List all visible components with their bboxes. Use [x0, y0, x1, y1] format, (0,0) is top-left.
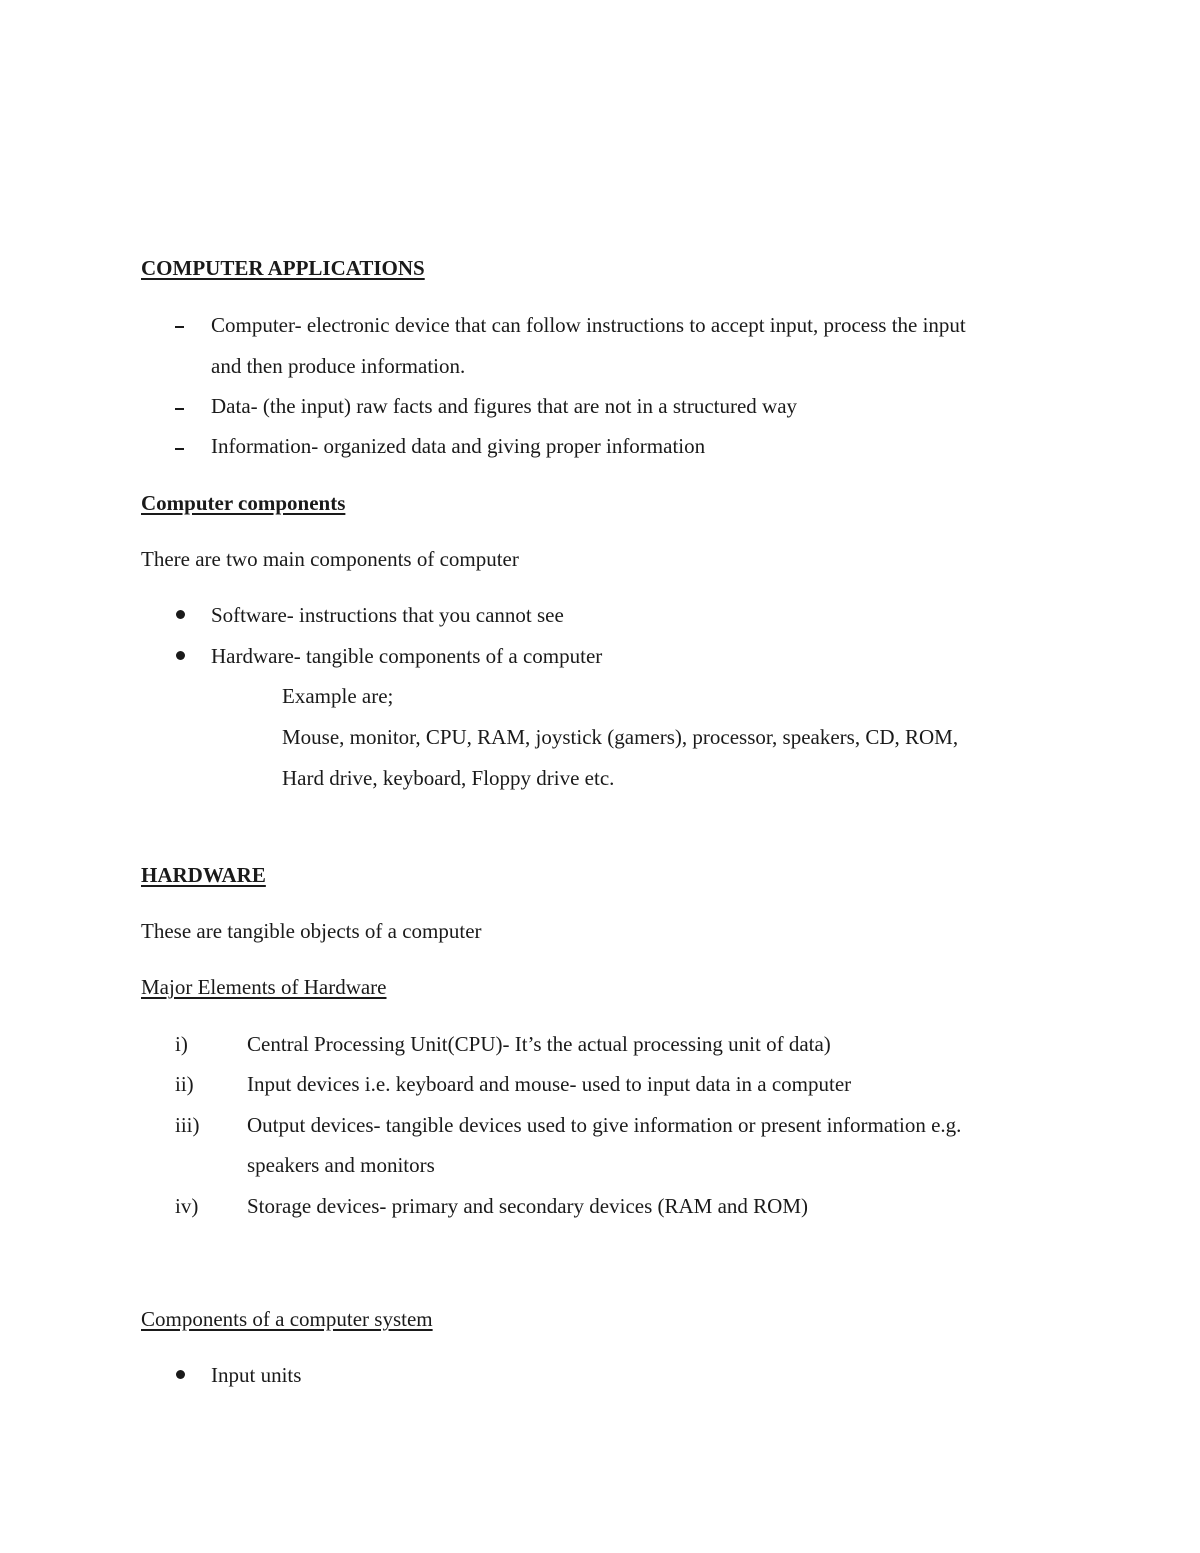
- list-item: Input units: [211, 1363, 302, 1387]
- list-item: Input devices i.e. keyboard and mouse- used to input data in a computer: [247, 1072, 852, 1096]
- dash-marker: [175, 326, 184, 328]
- bullet-marker: [176, 1370, 185, 1379]
- dash-marker: [175, 448, 184, 450]
- list-item-continuation: and then produce information.: [211, 354, 466, 378]
- list-item: Computer- electronic device that can follow instructions to accept input, process the input: [211, 313, 966, 337]
- list-item: Output devices- tangible devices used to give information or present information e.g.: [247, 1113, 962, 1137]
- heading-computer-components: Computer components: [141, 491, 346, 515]
- example-text-continuation: Hard drive, keyboard, Floppy drive etc.: [282, 766, 615, 790]
- example-text: Mouse, monitor, CPU, RAM, joystick (gamers), processor, speakers, CD, ROM,: [282, 725, 959, 749]
- subheading-major-elements: Major Elements of Hardware: [141, 975, 387, 999]
- paragraph: There are two main components of computer: [141, 547, 519, 571]
- example-label: Example are;: [282, 684, 394, 708]
- list-item: Software- instructions that you cannot see: [211, 603, 564, 627]
- list-item-continuation: speakers and monitors: [247, 1153, 435, 1177]
- heading-hardware: HARDWARE: [141, 863, 266, 887]
- list-item: Central Processing Unit(CPU)- It’s the actual processing unit of data): [247, 1032, 831, 1056]
- list-number: i): [175, 1032, 188, 1056]
- bullet-marker: [176, 651, 185, 660]
- heading-computer-applications: COMPUTER APPLICATIONS: [141, 256, 425, 280]
- list-number: iii): [175, 1113, 200, 1137]
- list-item: Information- organized data and giving proper information: [211, 434, 706, 458]
- bullet-marker: [176, 610, 185, 619]
- list-item: Storage devices- primary and secondary devices (RAM and ROM): [247, 1194, 809, 1218]
- list-item: Data- (the input) raw facts and figures that are not in a structured way: [211, 394, 798, 418]
- dash-marker: [175, 408, 184, 410]
- paragraph: These are tangible objects of a computer: [141, 919, 482, 943]
- subheading-components-system: Components of a computer system: [141, 1307, 433, 1331]
- list-number: ii): [175, 1072, 194, 1096]
- list-item: Hardware- tangible components of a computer: [211, 644, 603, 668]
- list-number: iv): [175, 1194, 199, 1218]
